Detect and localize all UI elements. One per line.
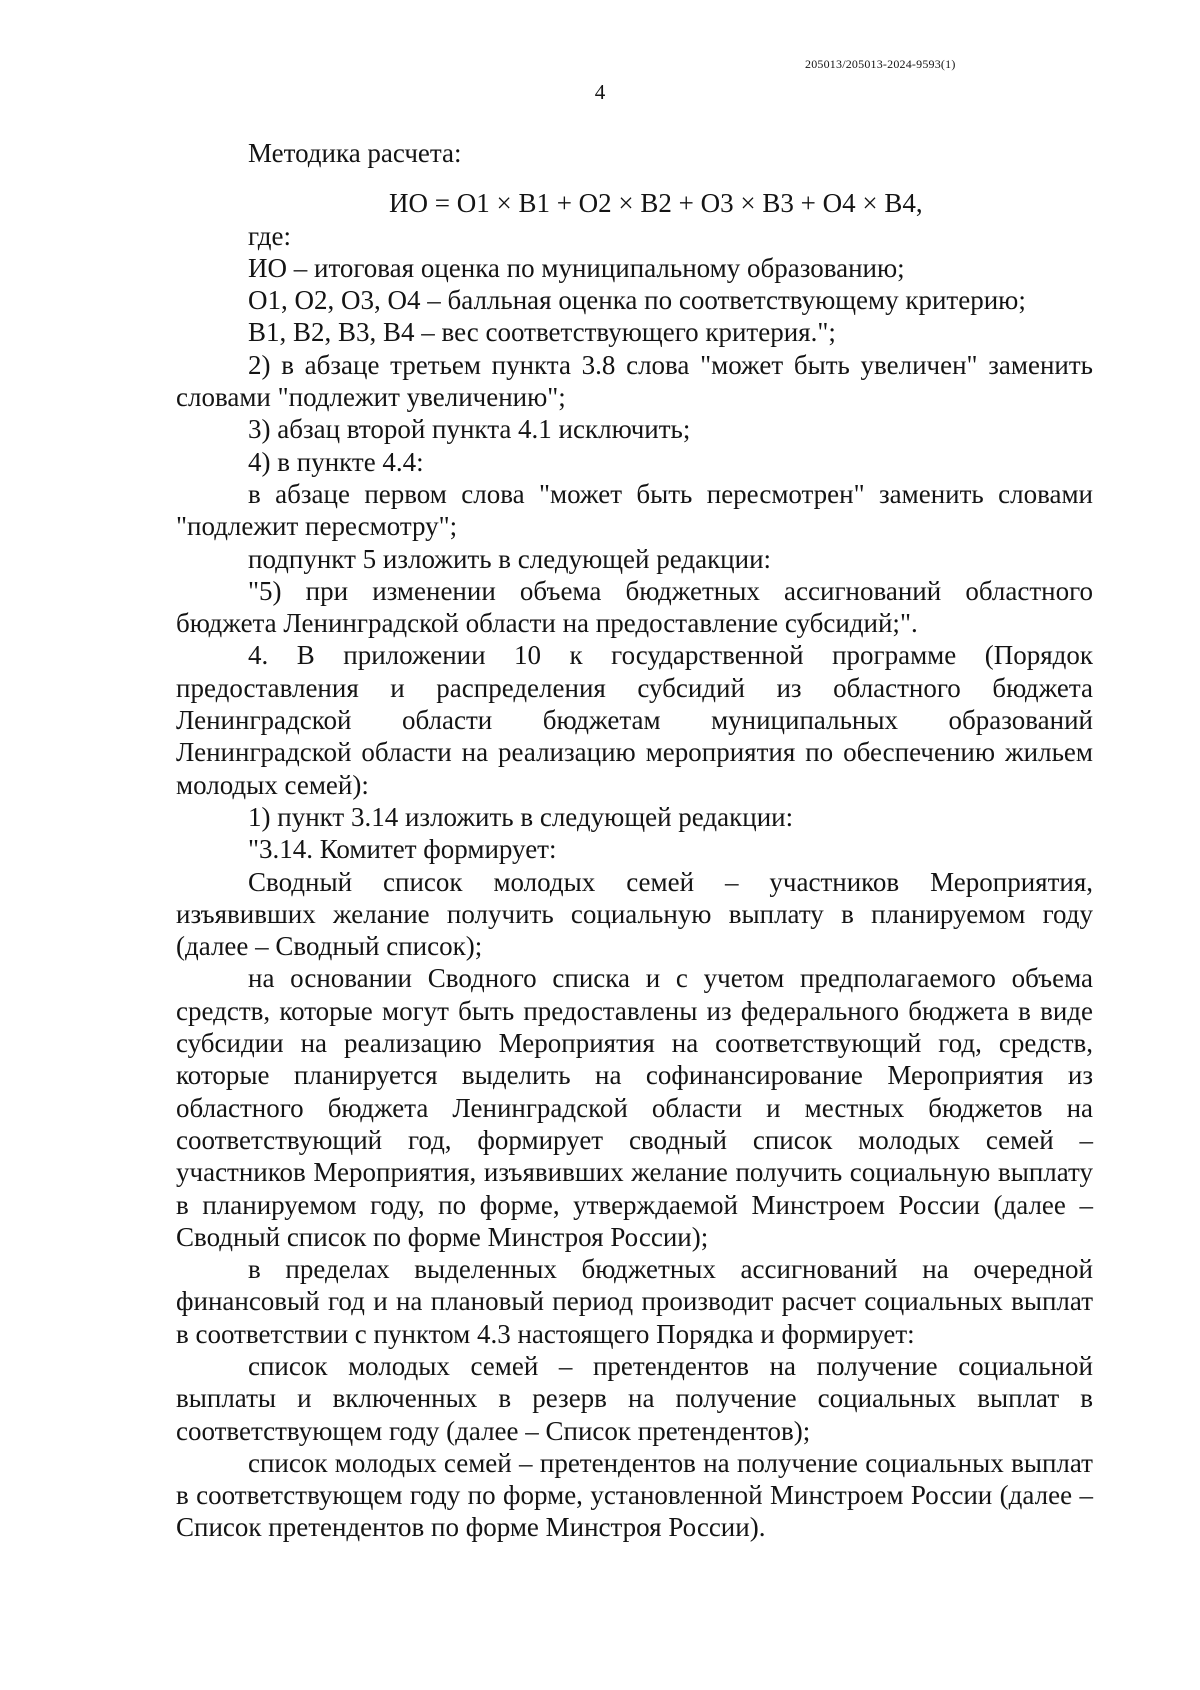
paragraph-list-2: на основании Сводного списка и с учетом предполагаемого объема средств, которые могут быть предоставлены из федерального бюджета в виде субсидии на реализацию Мероприятия на соответствующий год, средств, которые планируется выделить на софинансирование Мероприятия из областного бюджета Ленинградской области и местных бюджетов на соответствующий год, формирует сводный список молодых семей – участников Мероприятия, изъявивших желание получить социальную выплату в планируемом году, по форме, утверждаемой Минстроем России (далее – Сводный список по форме Минстроя России); — [176, 963, 1093, 1252]
definition-v: В1, В2, В3, В4 – вес соответствующего критерия."; — [248, 317, 836, 348]
method-title: Методика расчета: — [248, 138, 462, 168]
definition-io: ИО – итоговая оценка по муниципальному образованию; — [248, 252, 905, 283]
paragraph-item-4-a: в абзаце первом слова "может быть пересмотрен" заменить словами "подлежит пересмотру"; — [176, 478, 1093, 542]
paragraph-section-4-item-1: 1) пункт 3.14 изложить в следующей редакции: — [248, 801, 794, 832]
paragraph-item-4: 4) в пункте 4.4: — [248, 446, 424, 477]
page-number: 4 — [594, 80, 606, 104]
paragraph-list-1: Сводный список молодых семей – участников Мероприятия, изъявивших желание получить социальную выплату в планируемом году (далее – Сводный список); — [176, 866, 1093, 962]
registration-number: 205013/205013-2024-9593(1) — [805, 57, 956, 71]
paragraph-item-4-b: подпункт 5 изложить в следующей редакции: — [248, 543, 772, 574]
paragraph-list-5: список молодых семей – претендентов на получение социальных выплат в соответствующем году по форме, установленной Минстроем России (далее – Список претендентов по форме Минстроя России). — [176, 1447, 1093, 1543]
paragraph-section-4: 4. В приложении 10 к государственной программе (Порядок предоставления и распределения субсидий из областного бюджета Ленинградской области бюджетам муниципальных образований Ленинградской области на реализацию мероприятия по обеспечению жильем молодых семей): — [176, 640, 1093, 800]
paragraph-item-4-c: "5) при изменении объема бюджетных ассигнований областного бюджета Ленинградской области на предоставление субсидий;". — [176, 575, 1093, 639]
paragraph-3-14: "3.14. Комитет формирует: — [248, 834, 557, 865]
paragraph-list-4: список молодых семей – претендентов на получение социальной выплаты и включенных в резерв на получение социальных выплат в соответствующем году (далее – Список претендентов); — [176, 1350, 1093, 1446]
where-label: где: — [248, 220, 291, 251]
paragraph-item-2: 2) в абзаце третьем пункта 3.8 слова "может быть увеличен" заменить словами "подлежит увеличению"; — [176, 349, 1093, 413]
formula: ИО = О1 × В1 + О2 × В2 + О3 × В3 + О4 × В4, — [389, 188, 923, 219]
paragraph-item-3: 3) абзац второй пункта 4.1 исключить; — [248, 414, 691, 445]
paragraph-list-3: в пределах выделенных бюджетных ассигнований на очередной финансовый год и на плановый период производит расчет социальных выплат в соответствии с пунктом 4.3 настоящего Порядка и формирует: — [176, 1254, 1093, 1349]
definition-o: О1, О2, О3, О4 – балльная оценка по соответствующему критерию; — [248, 285, 1026, 316]
document-body — [176, 137, 1093, 1544]
